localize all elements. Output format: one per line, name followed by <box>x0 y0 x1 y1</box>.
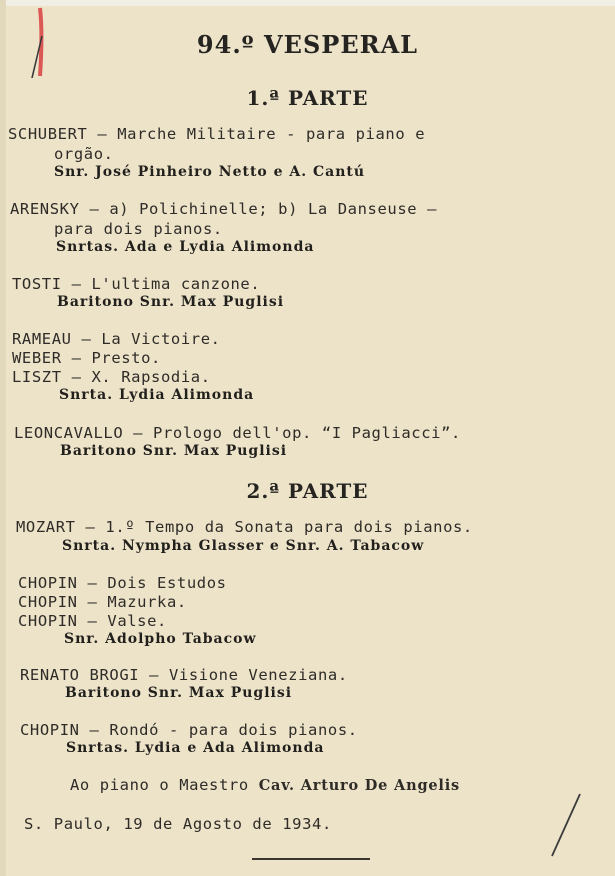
arensky-line-2: para dois pianos. <box>54 220 223 238</box>
chopin-rondo-line: CHOPIN — Rondó - para dois pianos. <box>20 721 358 739</box>
part-1-heading: 1.ª PARTE <box>246 86 369 110</box>
chopin-estudos-line: CHOPIN — Dois Estudos <box>18 574 227 592</box>
schubert-line-2: orgão. <box>54 145 114 163</box>
mozart-line: MOZART — 1.º Tempo da Sonata para dois pianos. <box>16 518 473 536</box>
left-edge <box>0 0 6 876</box>
leoncavallo-performers: Baritono Snr. Max Puglisi <box>60 443 288 459</box>
top-edge <box>0 0 615 6</box>
liszt-line: LISZT — X. Rapsodia. <box>12 368 211 386</box>
rondo-performers: Snrtas. Lydia e Ada Alimonda <box>66 740 325 756</box>
brogi-line: RENATO BROGI — Visione Veneziana. <box>20 666 348 684</box>
chopin-valse-line: CHOPIN — Valse. <box>18 612 167 630</box>
place-date: S. Paulo, 19 de Agosto de 1934. <box>24 815 332 833</box>
rameau-line: RAMEAU — La Victoire. <box>12 330 221 348</box>
accompanist-line <box>70 776 460 794</box>
accompanist-name: Cav. Arturo De Angelis <box>258 777 460 794</box>
tosti-line: TOSTI — L'ultima canzone. <box>12 275 261 293</box>
chopin-performers: Snr. Adolpho Tabacow <box>64 631 257 647</box>
tosti-performers: Baritono Snr. Max Puglisi <box>57 294 285 310</box>
closing-rule <box>252 858 370 860</box>
schubert-line-1 <box>8 125 585 143</box>
brogi-performers: Baritono Snr. Max Puglisi <box>65 685 293 701</box>
leoncavallo-line: LEONCAVALLO — Prologo dell'op. “I Pagliacci”. <box>14 424 461 442</box>
arensky-performers: Snrtas. Ada e Lydia Alimonda <box>56 239 315 255</box>
pencil-stroke-icon <box>548 792 584 860</box>
liszt-performers: Snrta. Lydia Alimonda <box>59 387 255 403</box>
schubert-composer-line: SCHUBERT — Marche Militaire - para piano e <box>8 125 426 143</box>
weber-line: WEBER — Presto. <box>12 349 161 367</box>
mozart-performers: Snrta. Nympha Glasser e Snr. A. Tabacow <box>62 538 425 554</box>
schubert-performers: Snr. José Pinheiro Netto e A. Cantú <box>54 164 366 180</box>
arensky-line-1: ARENSKY — a) Polichinelle; b) La Danseuse — <box>10 200 438 218</box>
page-title: 94.º VESPERAL <box>196 30 419 59</box>
chopin-mazurka-line: CHOPIN — Mazurka. <box>18 593 187 611</box>
accompanist-prefix: Ao piano o Maestro <box>70 776 249 794</box>
part-2-heading: 2.ª PARTE <box>246 479 369 503</box>
